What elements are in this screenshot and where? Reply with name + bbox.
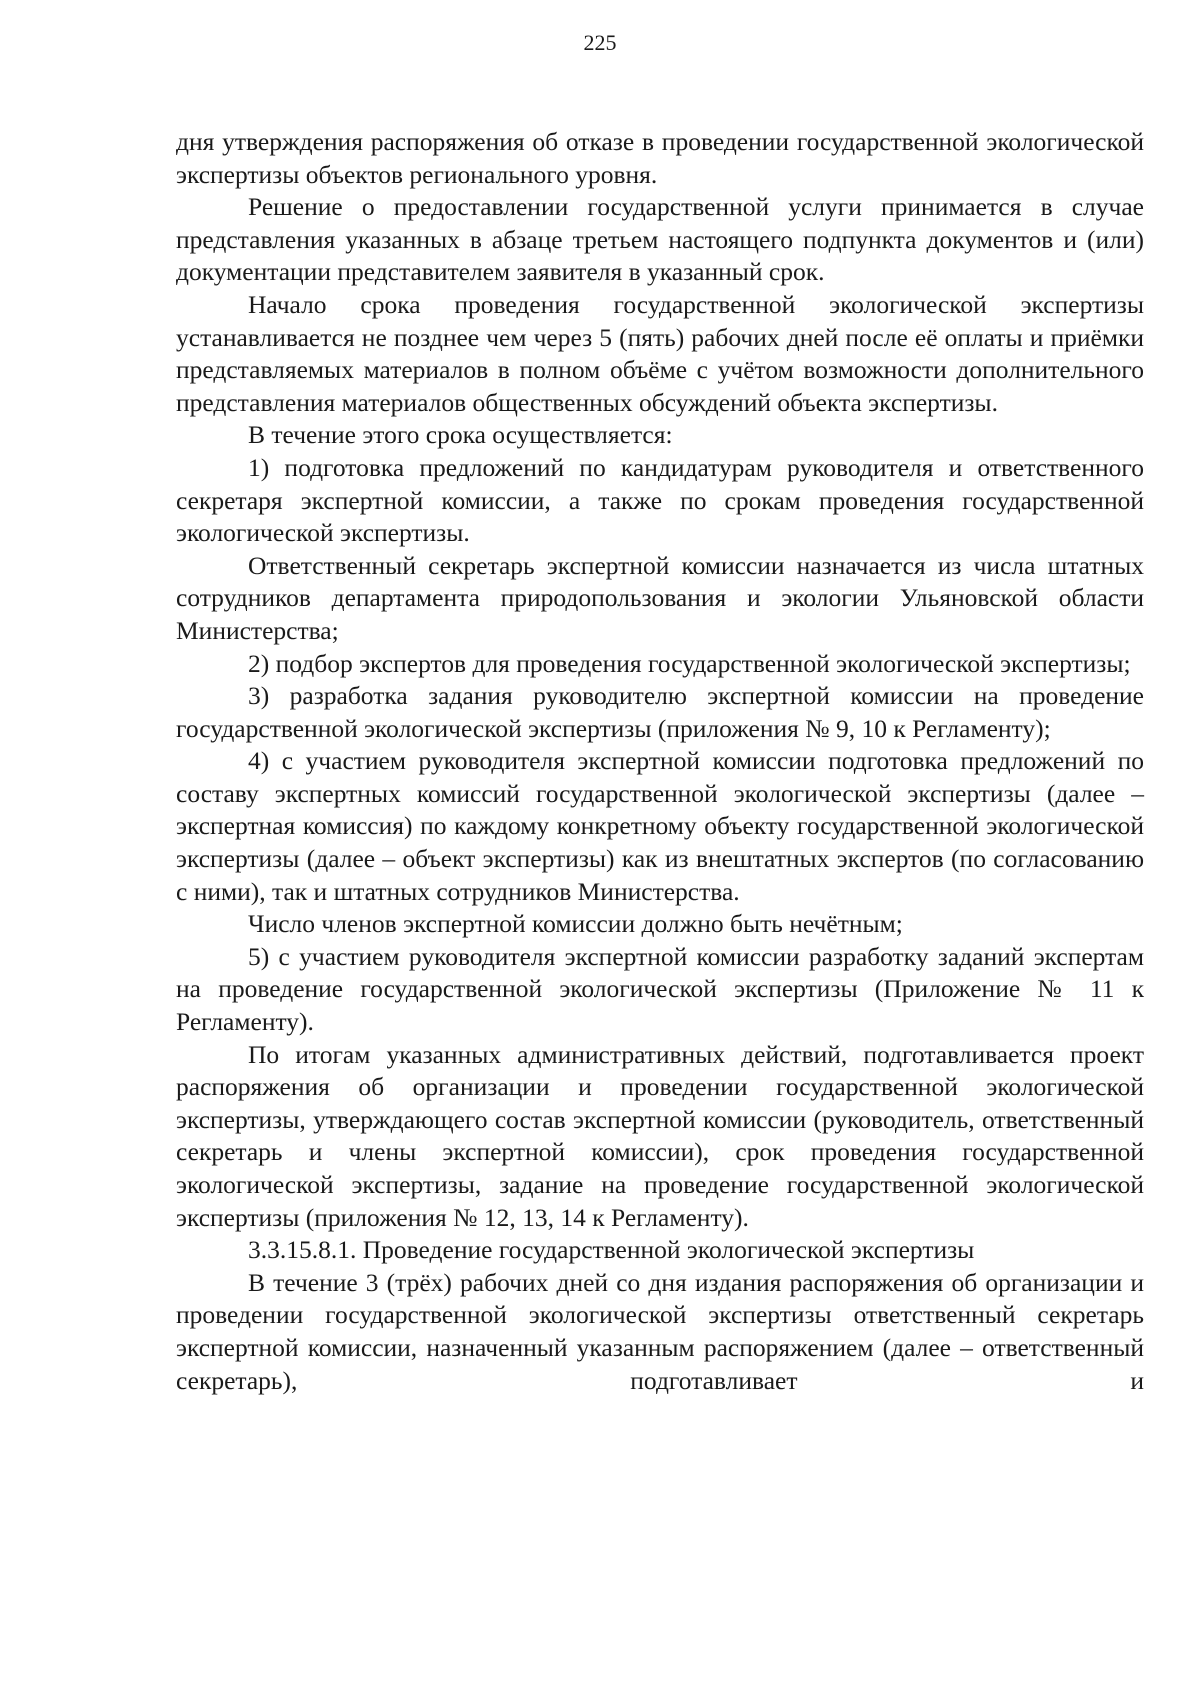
paragraph-within-three-days: В течение 3 (трёх) рабочих дней со дня издания распоряжения об организации и проведении государственной экологической экспертизы ответственный секретарь экспертной комиссии, назначенный указанным распоряжением (далее – ответственный секретарь), подготавливает и (176, 1267, 1144, 1395)
document-body (176, 126, 1144, 1397)
list-item-1: 1) подготовка предложений по кандидатурам руководителя и ответственного секретаря экспертной комиссии, а также по срокам проведения государственной экологической экспертизы. (176, 452, 1144, 548)
paragraph-decision: Решение о предоставлении государственной услуги принимается в случае представления указанных в абзаце третьем настоящего подпункта документов и (или) документации представителем заявителя в указанный срок. (176, 192, 1144, 287)
paragraph-secretary: Ответственный секретарь экспертной комиссии назначается из числа штатных сотрудников департамента природопользования и экологии Ульяновской области Министерства; (176, 550, 1144, 645)
paragraph-results: По итогам указанных административных действий, подготавливается проект распоряжения об организации и проведении государственной экологической экспертизы, утверждающего состав экспертной комиссии (руководитель, ответственный секретарь и члены экспертной комиссии), срок проведения государственной экологической экспертизы, задание на проведение государственной экологической экспертизы (приложения № 12, 13, 14 к Регламенту). (176, 1039, 1144, 1232)
list-item-3: 3) разработка задания руководителю экспертной комиссии на проведение государственной экологической экспертизы (приложения № 9, 10 к Регламенту); (176, 681, 1144, 743)
paragraph-term-start: Начало срока проведения государственной экологической экспертизы устанавливается не позднее чем через 5 (пять) рабочих дней после её оплаты и приёмки представляемых материалов в полном объёме с учётом возможности дополнительного представления материалов общественных обсуждений объекта экспертизы. (176, 289, 1144, 417)
list-item-2: 2) подбор экспертов для проведения государственной экологической экспертизы; (248, 648, 1131, 678)
paragraph-during-term: В течение этого срока осуществляется: (248, 420, 673, 450)
section-heading: 3.3.15.8.1. Проведение государственной экологической экспертизы (248, 1235, 975, 1265)
list-item-5: 5) с участием руководителя экспертной комиссии разработку заданий экспертам на проведение государственной экологической экспертизы (Приложение № 11 к Регламенту). (176, 941, 1144, 1037)
page-number: 225 (583, 30, 617, 55)
paragraph-continuation: дня утверждения распоряжения об отказе в проведении государственной экологической экспертизы объектов регионального уровня. (176, 127, 1144, 189)
list-item-4: 4) с участием руководителя экспертной комиссии подготовка предложений по составу экспертных комиссий государственной экологической экспертизы (далее – экспертная комиссия) по каждому конкретному объекту государственной экологической экспертизы (далее – объект экспертизы) как из внештатных экспертов (по согласованию с ними), так и штатных сотрудников Министерства. (176, 746, 1144, 906)
paragraph-members-count: Число членов экспертной комиссии должно быть нечётным; (248, 909, 903, 939)
